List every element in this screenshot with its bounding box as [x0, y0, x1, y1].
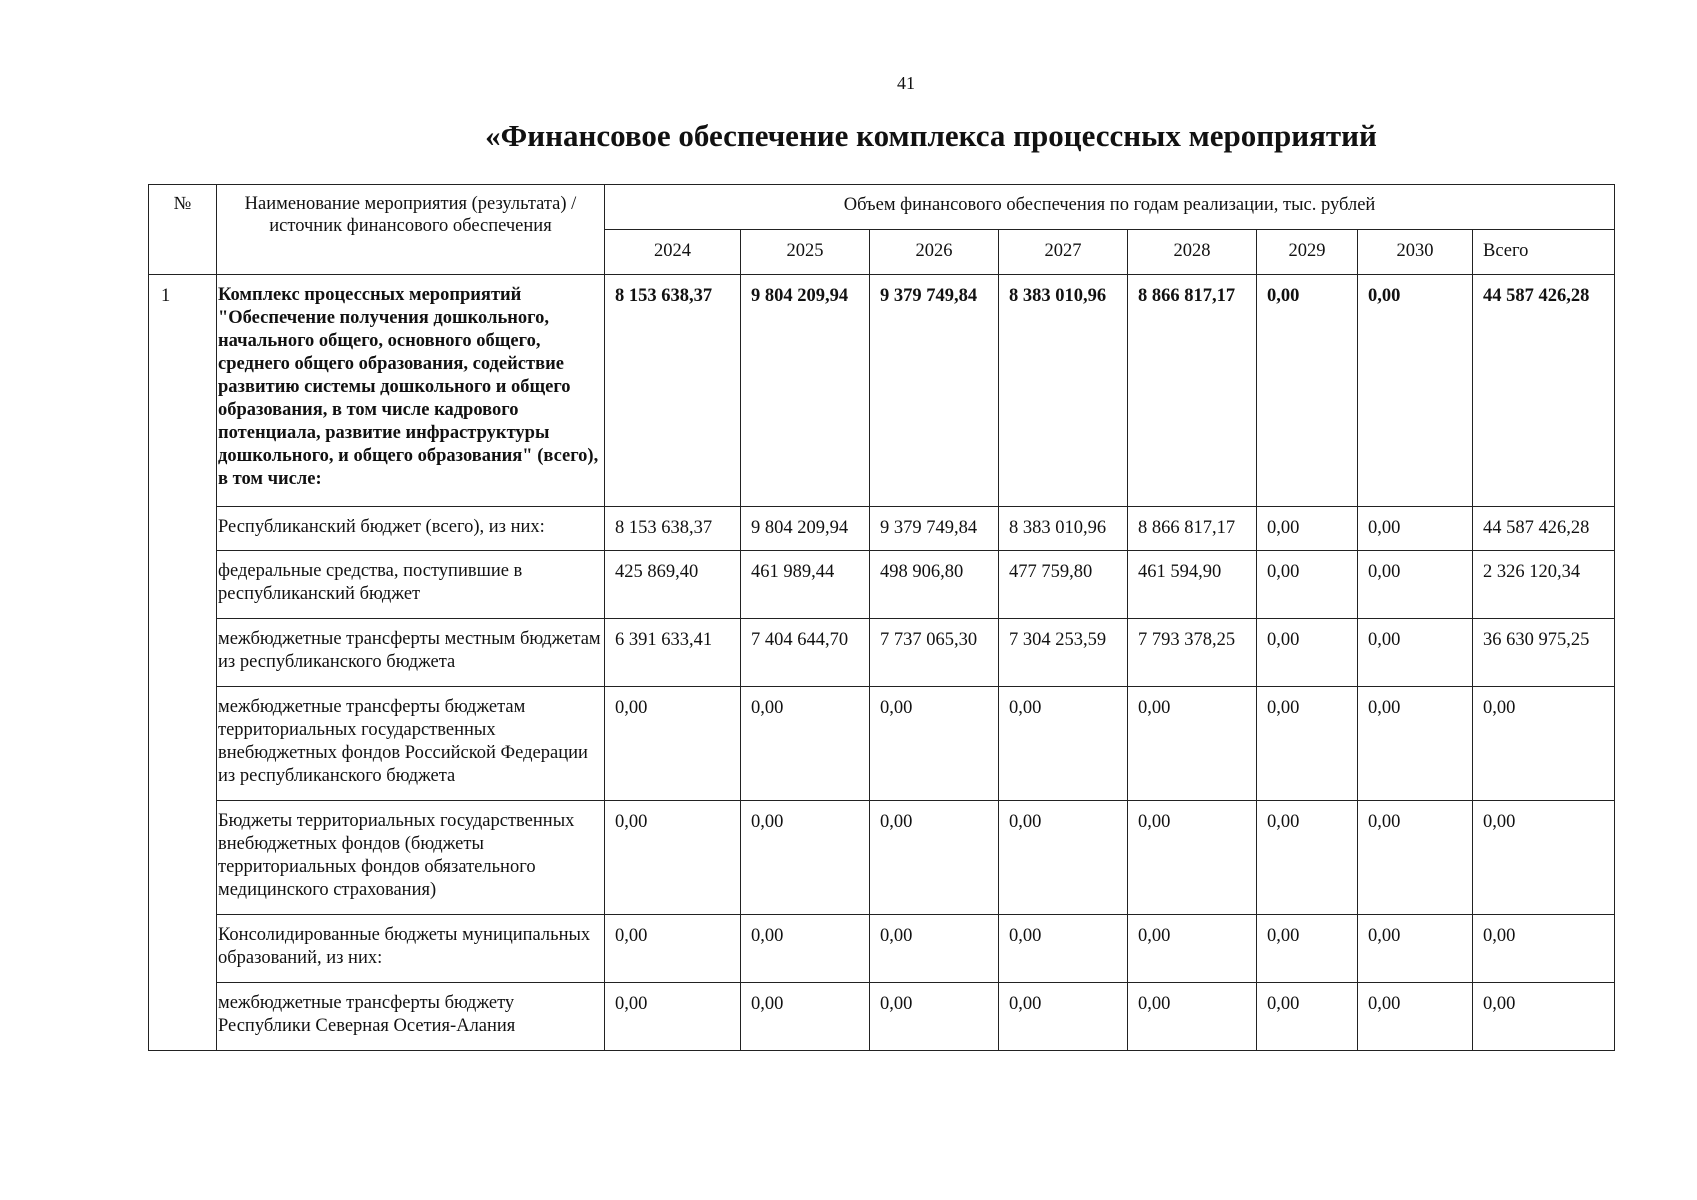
value-2029: 0,00: [1257, 801, 1358, 915]
value-2027: 0,00: [999, 983, 1128, 1051]
header-year-2025: 2025: [741, 230, 870, 275]
value-total: 44 587 426,28: [1473, 275, 1615, 507]
value-2027: 7 304 253,59: [999, 619, 1128, 687]
header-year-2027: 2027: [999, 230, 1128, 275]
value-total: 2 326 120,34: [1473, 551, 1615, 619]
value-2024: 0,00: [605, 915, 741, 983]
value-total: 44 587 426,28: [1473, 507, 1615, 551]
value-2026: 0,00: [870, 983, 999, 1051]
value-2025: 0,00: [741, 687, 870, 801]
value-2026: 498 906,80: [870, 551, 999, 619]
header-year-2028: 2028: [1128, 230, 1257, 275]
table-header: [149, 185, 1615, 275]
value-2030: 0,00: [1358, 275, 1473, 507]
row-name: межбюджетные трансферты бюджету Республики Северная Осетия-Алания: [217, 983, 605, 1051]
value-2024: 0,00: [605, 687, 741, 801]
value-2029: 0,00: [1257, 275, 1358, 507]
value-2027: 8 383 010,96: [999, 275, 1128, 507]
value-total: 36 630 975,25: [1473, 619, 1615, 687]
financing-table: [148, 184, 1615, 1051]
table-row: [149, 983, 1615, 1051]
header-name: Наименование мероприятия (результата) / источник финансового обеспечения: [217, 185, 605, 275]
value-total: 0,00: [1473, 687, 1615, 801]
value-2028: 8 866 817,17: [1128, 507, 1257, 551]
value-2024: 6 391 633,41: [605, 619, 741, 687]
value-2029: 0,00: [1257, 915, 1358, 983]
value-2024: 425 869,40: [605, 551, 741, 619]
value-2024: 0,00: [605, 801, 741, 915]
value-2029: 0,00: [1257, 983, 1358, 1051]
header-volume: Объем финансового обеспечения по годам реализации, тыс. рублей: [605, 185, 1615, 230]
value-2024: 0,00: [605, 983, 741, 1051]
row-name: межбюджетные трансферты бюджетам территориальных государственных внебюджетных фондов Российской Федерации из республиканского бюджета: [217, 687, 605, 801]
value-2028: 0,00: [1128, 915, 1257, 983]
value-2025: 0,00: [741, 801, 870, 915]
header-total: Всего: [1473, 230, 1615, 275]
value-2028: 461 594,90: [1128, 551, 1257, 619]
value-2026: 0,00: [870, 801, 999, 915]
table-row: [149, 619, 1615, 687]
value-2029: 0,00: [1257, 507, 1358, 551]
value-2025: 7 404 644,70: [741, 619, 870, 687]
table-body: [149, 275, 1615, 1051]
header-year-2024: 2024: [605, 230, 741, 275]
value-2025: 9 804 209,94: [741, 275, 870, 507]
value-2030: 0,00: [1358, 507, 1473, 551]
value-2025: 0,00: [741, 915, 870, 983]
row-number: 1: [149, 275, 217, 1051]
value-2030: 0,00: [1358, 983, 1473, 1051]
table-row: [149, 801, 1615, 915]
row-name: межбюджетные трансферты местным бюджетам из республиканского бюджета: [217, 619, 605, 687]
value-2029: 0,00: [1257, 619, 1358, 687]
value-2027: 8 383 010,96: [999, 507, 1128, 551]
header-year-2026: 2026: [870, 230, 999, 275]
value-2030: 0,00: [1358, 687, 1473, 801]
value-2027: 477 759,80: [999, 551, 1128, 619]
table-row: [149, 551, 1615, 619]
value-2029: 0,00: [1257, 551, 1358, 619]
value-2026: 9 379 749,84: [870, 275, 999, 507]
value-total: 0,00: [1473, 983, 1615, 1051]
table-row: [149, 275, 1615, 507]
value-2028: 7 793 378,25: [1128, 619, 1257, 687]
header-number: №: [149, 185, 217, 275]
value-2029: 0,00: [1257, 687, 1358, 801]
value-total: 0,00: [1473, 801, 1615, 915]
table-row: [149, 507, 1615, 551]
value-2026: 7 737 065,30: [870, 619, 999, 687]
document-title: «Финансовое обеспечение комплекса процессных мероприятий: [485, 118, 1377, 153]
value-2030: 0,00: [1358, 551, 1473, 619]
value-2027: 0,00: [999, 687, 1128, 801]
value-2025: 461 989,44: [741, 551, 870, 619]
value-2026: 0,00: [870, 687, 999, 801]
table-row: [149, 915, 1615, 983]
header-row-1: [149, 185, 1615, 230]
row-name: Консолидированные бюджеты муниципальных образований, из них:: [217, 915, 605, 983]
row-name: Бюджеты территориальных государственных внебюджетных фондов (бюджеты территориальных фондов обязательного медицинского страхования): [217, 801, 605, 915]
value-2030: 0,00: [1358, 801, 1473, 915]
value-2025: 0,00: [741, 983, 870, 1051]
value-2024: 8 153 638,37: [605, 507, 741, 551]
value-2028: 0,00: [1128, 983, 1257, 1051]
page-number: 41: [897, 73, 915, 93]
header-year-2029: 2029: [1257, 230, 1358, 275]
value-2024: 8 153 638,37: [605, 275, 741, 507]
value-2028: 0,00: [1128, 687, 1257, 801]
header-year-2030: 2030: [1358, 230, 1473, 275]
value-2027: 0,00: [999, 915, 1128, 983]
value-2026: 9 379 749,84: [870, 507, 999, 551]
value-2027: 0,00: [999, 801, 1128, 915]
value-2026: 0,00: [870, 915, 999, 983]
value-2030: 0,00: [1358, 619, 1473, 687]
row-name: Комплекс процессных мероприятий "Обеспечение получения дошкольного, начального общего, основного общего, среднего общего образования, содействие развитию системы дошкольного и общего образования, в том числе кадрового потенциала, развитие инфраструктуры дошкольного, и общего образования" (всего), в том числе:: [217, 275, 605, 507]
row-name: федеральные средства, поступившие в республиканский бюджет: [217, 551, 605, 619]
value-2030: 0,00: [1358, 915, 1473, 983]
row-name: Республиканский бюджет (всего), из них:: [217, 507, 605, 551]
table-row: [149, 687, 1615, 801]
value-2028: 0,00: [1128, 801, 1257, 915]
value-2028: 8 866 817,17: [1128, 275, 1257, 507]
value-2025: 9 804 209,94: [741, 507, 870, 551]
value-total: 0,00: [1473, 915, 1615, 983]
